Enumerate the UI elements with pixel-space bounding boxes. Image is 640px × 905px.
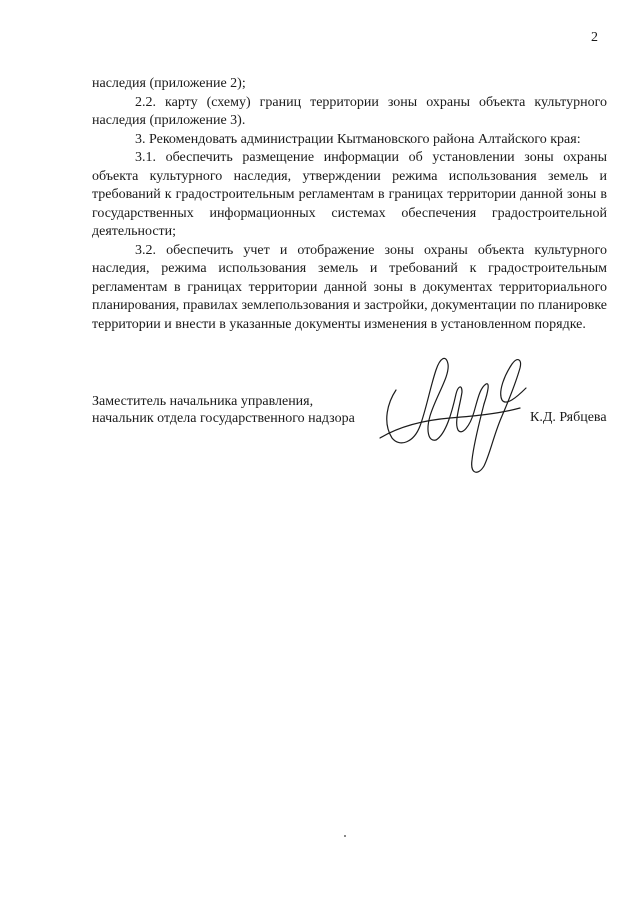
paragraph-3-2: 3.2. обеспечить учет и отображение зоны охраны объекта культурного наследия, режима использования земель и требований к градостроительным регламентам в границах территории данной зоны в документах территориального планирования, правилах землепользования и застройки, документации по планировке территории и внести в указанные документы изменения в установленном порядке. bbox=[92, 242, 607, 332]
signature-stroke-3 bbox=[472, 360, 526, 473]
scan-speck bbox=[344, 835, 346, 837]
paragraph-appendix-2-continuation: наследия (приложение 2); bbox=[92, 76, 246, 91]
paragraph-3-1: 3.1. обеспечить размещение информации об установлении зоны охраны объекта культурного наследия, утверждении режима использования земель и требований к градостроительным регламентам в границах территории данной зоны в государственных информационных системах обеспечения градостроительной деятельности; bbox=[92, 150, 607, 239]
signer-position-line-1: Заместитель начальника управления, bbox=[92, 394, 314, 409]
signer-name: К.Д. Рябцева bbox=[530, 410, 607, 425]
handwritten-signature bbox=[370, 330, 550, 480]
signer-position bbox=[92, 394, 355, 427]
signer-position-line-2: начальник отдела государственного надзора bbox=[92, 410, 355, 426]
document-body bbox=[92, 75, 607, 334]
page-number: 2 bbox=[591, 30, 598, 45]
paragraph-2-2: 2.2. карту (схему) границ территории зоны охраны объекта культурного наследия (приложение 3). bbox=[92, 94, 607, 128]
signature-stroke-2 bbox=[436, 384, 488, 440]
paragraph-3: 3. Рекомендовать администрации Кытмановского района Алтайского края: bbox=[135, 131, 581, 147]
